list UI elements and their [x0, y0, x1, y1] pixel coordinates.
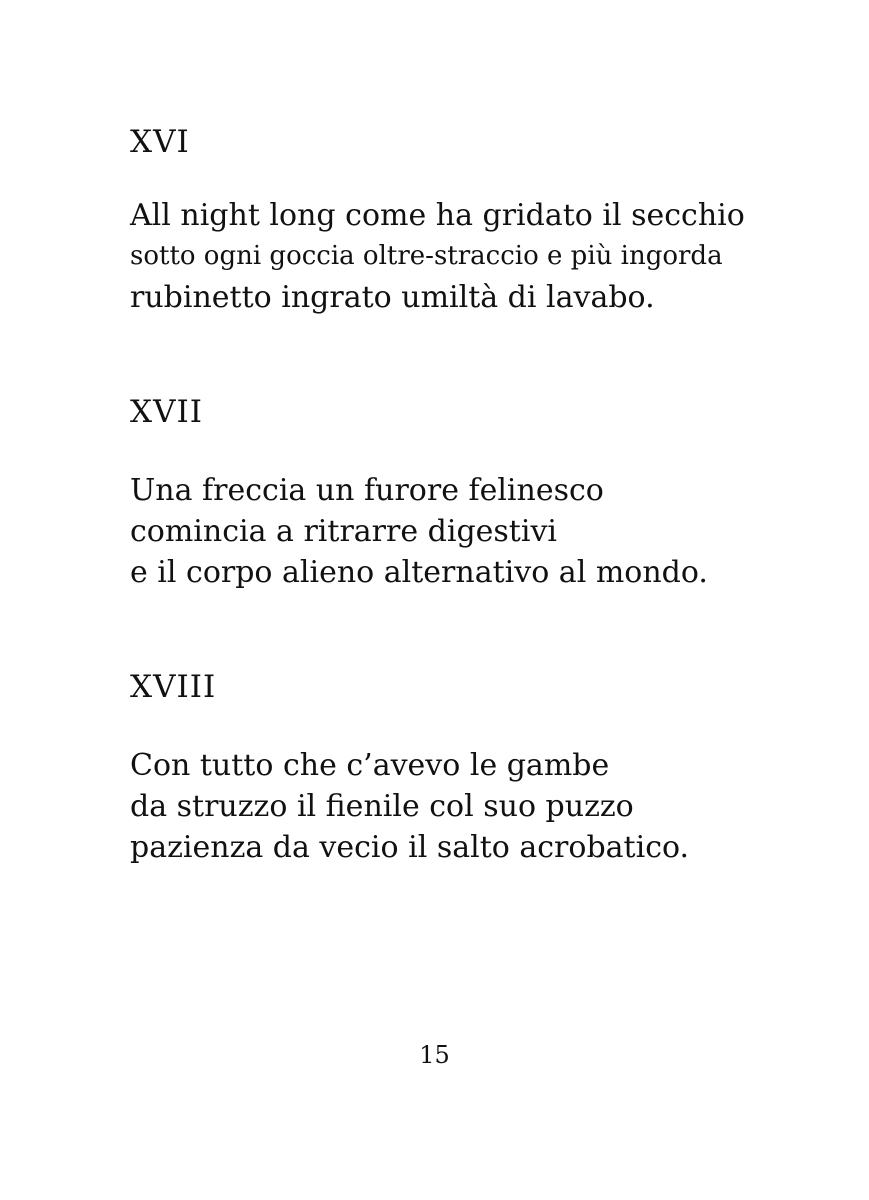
poem-line: Con tutto che c’avevo le gambe	[130, 748, 610, 783]
poem-numeral-xvi: XVI	[130, 124, 190, 160]
poem-numeral-xviii: XVIII	[130, 669, 217, 705]
poem-line: comincia a ritrarre digestivi	[130, 514, 558, 549]
poem-numeral-xvii: XVII	[130, 394, 203, 430]
poem-stanza-xvii	[130, 470, 708, 593]
poem-line: da struzzo il fienile col suo puzzo	[130, 789, 634, 824]
poem-stanza-xvi	[130, 195, 745, 318]
poem-line: e il corpo alieno alternativo al mondo.	[130, 555, 708, 590]
poem-line: rubinetto ingrato umiltà di lavabo.	[130, 280, 655, 315]
poem-line: Una freccia un furore felinesco	[130, 473, 604, 508]
poem-stanza-xviii	[130, 745, 689, 868]
poem-line: pazienza da vecio il salto acrobatico.	[130, 830, 690, 865]
poem-line: sotto ogni goccia oltre-straccio e più ingorda	[130, 241, 723, 271]
page-number: 15	[419, 1041, 450, 1069]
poem-line: All night long come ha gridato il secchio	[130, 198, 745, 233]
